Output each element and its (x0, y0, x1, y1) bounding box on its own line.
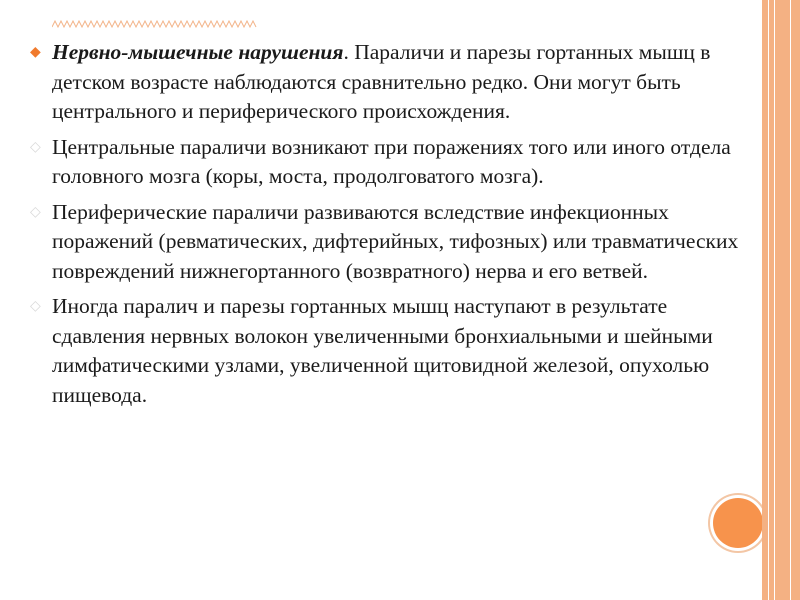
decorative-circle (713, 498, 763, 548)
decorative-side-bar (762, 0, 800, 600)
bullet-marker-icon: ◇ (30, 204, 41, 220)
slide-body (30, 38, 750, 416)
bullet-marker-icon: ◆ (30, 45, 41, 60)
side-bar-line (790, 0, 791, 600)
side-bar-line (774, 0, 775, 600)
bullet-emphasis: Нервно-мышечные нарушения (52, 40, 344, 64)
bullet-item (30, 198, 750, 287)
bullet-item (30, 133, 750, 192)
bullet-text: Периферические параличи развиваются вследствие инфекционных поражений (ревматических, дифтерийных, тифозных) или травматических повреждений нижнегортанного (возвратного) нерва и его ветвей. (52, 199, 739, 283)
zigzag-divider (52, 20, 258, 28)
bullet-marker-icon: ◇ (30, 139, 41, 155)
bullet-text: Центральные параличи возникают при поражениях того или иного отдела головного мозга (коры, моста, продолговатого мозга). (52, 134, 731, 188)
bullet-text: Иногда паралич и парезы гортанных мышц наступают в результате сдавления нервных волокон увеличенными бронхиальными и шейными лимфатическими узлами, увеличенной щитовидной железой, опухолью пищевода. (52, 294, 713, 407)
bullet-item (30, 292, 750, 410)
bullet-marker-icon: ◇ (30, 299, 41, 314)
side-bar-line (768, 0, 769, 600)
bullet-item (30, 38, 750, 127)
bullet-text: . Параличи и парезы гортанных мышц в детском возрасте наблюдаются сравнительно редко. Они могут быть центрального и периферического происхождения. (52, 40, 711, 123)
